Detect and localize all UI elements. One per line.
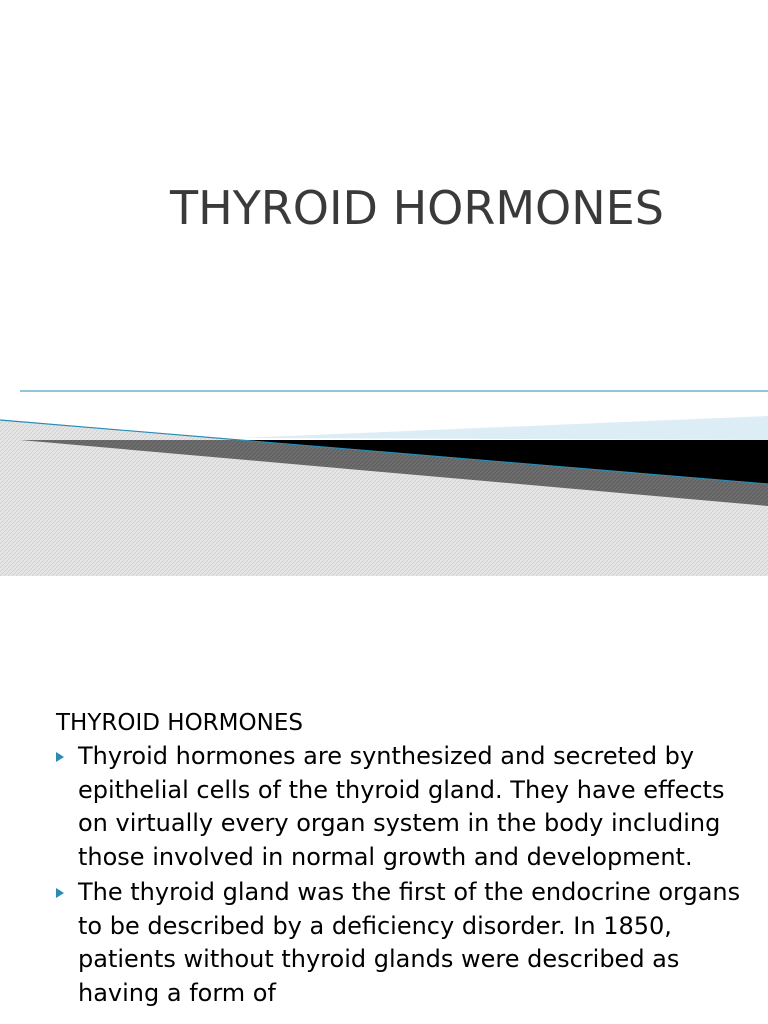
- pale-blue-wedge: [240, 416, 768, 440]
- bullet-list: [56, 740, 746, 1012]
- bullet-text: The thyroid gland was the first of the endocrine organs to be described by a deficiency disorder. In 1850, patients without thyroid glands were described as having a form of: [78, 878, 741, 1007]
- list-item: [56, 740, 746, 874]
- content-heading: THYROID HORMONES: [56, 710, 303, 736]
- list-item: [56, 876, 746, 1010]
- slide-title: THYROID HORMONES: [170, 181, 664, 235]
- triangle-bullet-icon: [56, 752, 64, 762]
- triangle-bullet-icon: [56, 888, 64, 898]
- bullet-text: Thyroid hormones are synthesized and secreted by epithelial cells of the thyroid gland. They have effects on virtually every organ system in the body including those involved in normal growth and development.: [78, 742, 725, 871]
- content-slide: [0, 576, 768, 1024]
- slide-decoration: [0, 380, 768, 576]
